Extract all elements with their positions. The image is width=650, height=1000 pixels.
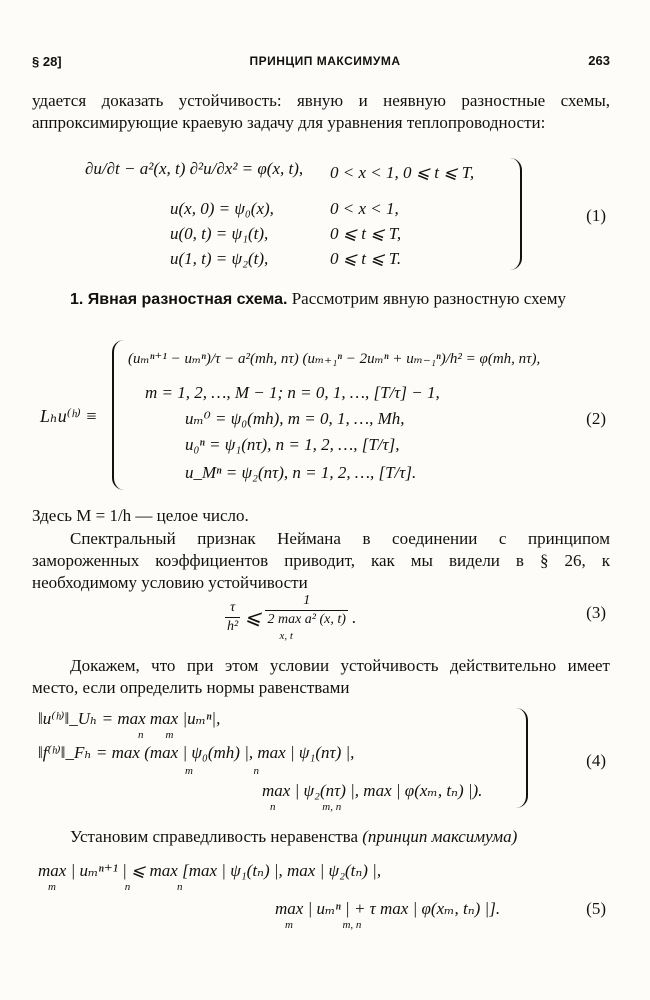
eq1-line1: ∂u/∂t − a²(x, t) ∂²u/∂x² = φ(x, t), <box>85 159 304 178</box>
eq1-line2: u(x, 0) = ψ₀(x), <box>170 199 274 218</box>
eq5-line1-sub: m n n <box>48 881 183 893</box>
eq1-number: (1) <box>586 206 606 225</box>
text-establish-italic: (принцип максимума) <box>362 827 518 846</box>
eq1-line3-cond: 0 ⩽ t ⩽ T, <box>330 224 402 243</box>
running-title: ПРИНЦИП МАКСИМУМА <box>249 54 401 68</box>
eq2-lhs: Lₕu⁽ʰ⁾ ≡ <box>40 406 98 426</box>
eq3-lhs-den: h² <box>227 619 239 635</box>
section1-heading: 1. Явная разностная схема. <box>70 291 288 308</box>
text-establish: Установим справедливость неравенства <box>70 827 359 846</box>
eq2-line3: uₘ⁰ = ψ₀(mh), m = 0, 1, …, Mh, <box>185 409 405 428</box>
eq1-line4-cond: 0 ⩽ t ⩽ T. <box>330 249 402 268</box>
eq4-line3: max | ψ₂(nτ) |, max | φ(xₘ, tₙ) |). <box>262 781 483 800</box>
eq3: $\frac{\tau}{\text{h²}}$ ⩽ 1 2 max a² (x, t) x, t . <box>227 593 357 643</box>
eq2-line4: u₀ⁿ = ψ₁(nτ), n = 1, 2, …, [T/τ], <box>185 435 400 454</box>
eq2-line5: u_Mⁿ = ψ₂(nτ), n = 1, 2, …, [T/τ]. <box>185 463 417 482</box>
eq4-line2-sub: m n <box>185 765 259 777</box>
text-neumann: Спектральный признак Неймана в соединении с принципом замороженных коэффициентов приводит, как мы видели в § 26, к необходимому условию устойчивости <box>32 529 610 593</box>
eq1-brace <box>510 158 522 270</box>
eq5-line2: max | uₘⁿ | + τ max | φ(xₘ, tₙ) |]. <box>275 899 501 918</box>
section1-text: Рассмотрим явную разностную схему <box>291 289 566 308</box>
eq3-lhs-fraction <box>225 599 240 636</box>
text-m-definition: Здесь M = 1/h — целое число. <box>32 506 249 525</box>
eq3-rhs-den: 2 max a² (x, t) <box>267 612 346 628</box>
eq2-number: (2) <box>586 409 606 428</box>
text-prove: Докажем, что при этом условии устойчивость действительно имеет место, если определить нормы равенствами <box>32 656 610 698</box>
eq3-lhs-num: τ <box>225 599 240 618</box>
page-number: 263 <box>588 53 610 68</box>
eq5-line2-sub: m m, n <box>285 919 362 931</box>
eq5-line1: max | uₘⁿ⁺¹ | ⩽ max [max | ψ₁(tₙ) |, max | ψ₂(tₙ) |, <box>38 861 382 880</box>
eq2-line2: m = 1, 2, …, M − 1; n = 0, 1, …, [T/τ] − 1, <box>145 383 440 402</box>
eq4-line2: ‖f⁽ʰ⁾‖_Fₕ = max (max | ψ₀(mh) |, max | ψ₁(nτ) |, <box>38 743 355 762</box>
eq4-number: (4) <box>586 751 606 770</box>
eq2-brace <box>112 340 124 490</box>
eq5-number: (5) <box>586 899 606 918</box>
eq3-rhs-sub: x, t <box>279 630 293 643</box>
eq1-line1-cond: 0 < x < 1, 0 ⩽ t ⩽ T, <box>330 163 475 182</box>
section-marker: § 28] <box>32 54 62 69</box>
eq3-relation: ⩽ <box>244 606 262 629</box>
eq4-line3-sub: n m, n <box>270 801 342 813</box>
text-establish-paragraph <box>32 826 610 848</box>
eq4-line1-sub: n m <box>138 729 174 741</box>
eq1-line2-cond: 0 < x < 1, <box>330 199 399 218</box>
eq4-brace <box>516 708 528 808</box>
eq3-rhs-fraction <box>265 592 347 644</box>
eq1-line4: u(1, t) = ψ₂(t), <box>170 249 269 268</box>
eq3-number: (3) <box>586 603 606 622</box>
eq3-rhs-num: 1 <box>265 592 347 611</box>
intro-paragraph: удается доказать устойчивость: явную и неявную разностные схемы, аппроксимирующие краевую задачу для уравнения теплопроводности: <box>32 91 610 133</box>
eq1-line3: u(0, t) = ψ₁(t), <box>170 224 269 243</box>
section1-paragraph <box>32 288 610 311</box>
eq2-line1: (uₘⁿ⁺¹ − uₘⁿ)/τ − a²(mh, nτ) (uₘ₊₁ⁿ − 2uₘⁿ + uₘ₋₁ⁿ)/h² = φ(mh, nτ), <box>128 351 541 367</box>
eq4-line1: ‖u⁽ʰ⁾‖_Uₕ = max max |uₘⁿ|, <box>38 709 221 728</box>
